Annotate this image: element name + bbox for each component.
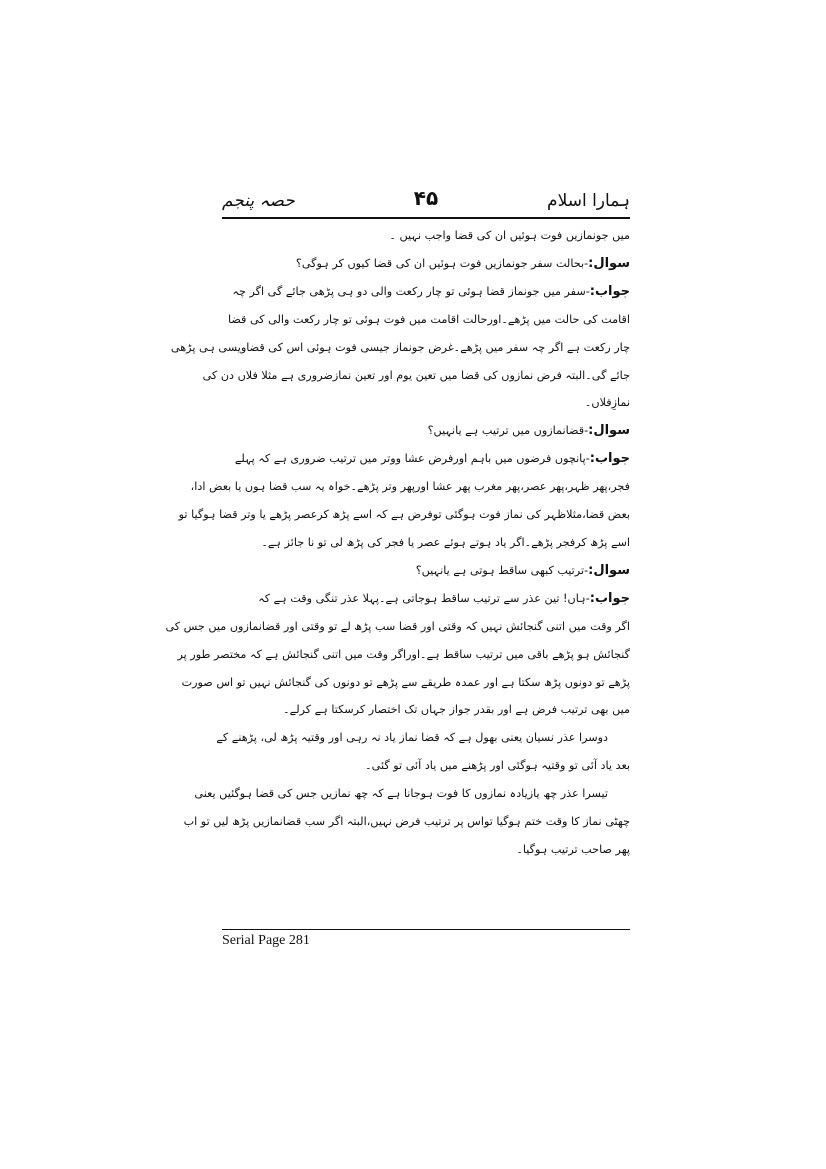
line-text: فجر،پھر ظہر،پھر عصر،پھر مغرب پھر عشا اورپھر وتر پڑھے۔خواہ یہ سب قضا ہوں یا بعض ادا، [190,480,630,494]
text-line [222,222,630,250]
text-line [170,334,630,362]
answer-label: جواب: [589,590,630,606]
text-line [216,724,630,752]
text-line [222,696,630,724]
question-label: سوال: [588,562,630,578]
line-text: اگر وقت میں اتنی گنجائش نہیں کہ وقتی اور قضا سب پڑھ لے تو وقتی اور قضانمازوں میں جس کی [165,619,630,633]
text-line [177,641,630,669]
text-line [202,362,630,390]
question-label: سوال: [588,423,630,439]
text-line [178,501,630,529]
text-line [165,613,630,641]
text-line [222,250,630,278]
line-text: -ترتیب کبھی ساقط ہوتی ہے یانہیں؟ [415,563,589,577]
text-line [222,529,630,557]
text-line [222,445,630,473]
text-line [183,808,630,836]
text-line [194,780,630,808]
line-text: -پانچوں فرضوں میں باہم اورفرض عشا ووتر میں ترتیب ضروری ہے کہ پہلے [234,452,590,466]
line-text: بعض قضا،مثلاظہر کی نماز فوت ہوگئی توفرض ہے کہ اسے پڑھ کرعصر پڑھے یا وتر قضا ہوگیا تو [178,508,630,522]
page-header [222,188,630,216]
text-line [222,389,630,417]
line-text: -سفر میں جونماز قضا ہوئی تو چار رکعت والی دو ہی پڑھی جائے گی اگر چہ [232,284,590,298]
page-number: ۴۵ [413,186,439,210]
line-text: پھر صاحب ترتیب ہوگیا۔ [516,842,630,856]
line-text: میں جونمازیں فوت ہوئیں ان کی قضا واجب نہیں ۔ [389,229,630,242]
line-text: بعد یاد آئی تو وقتیہ ہوگئی اور پڑھنے میں یاد آئی تو گئی۔ [365,759,630,773]
line-text: -بحالت سفر جونمازیں فوت ہوئیں ان کی قضا کیوں کر ہوگی؟ [295,256,589,270]
text-line [222,585,630,613]
line-text: میں بھی ترتیب فرض ہے اور بقدر جواز جہاں تک اختصار کرسکتا ہے کرلے۔ [283,703,630,717]
footer-rule [222,929,630,930]
text-line [190,473,630,501]
line-text: پڑھے تو دونوں پڑھ سکتا ہے اور عمدہ طریقے سے پڑھے تو دونوں کی گنجائش نہیں تو اس صورت [181,675,630,689]
line-text: تیسرا عذر چھ یازیادہ نمازوں کا فوت ہوجانا ہے کہ چھ نمازیں جس کی قضا ہوگئیں یعنی [194,787,608,801]
question-label: سوال: [588,255,630,271]
line-text: دوسرا عذر نسیان یعنی بھول ہے کہ قضا نماز یاد نہ رہی اور وقتیہ پڑھ لی، پڑھنے کے [216,731,608,745]
text-line [222,752,630,780]
line-text: نمازِفلاں۔ [584,396,630,410]
header-rule [222,217,630,219]
text-line [222,417,630,445]
line-text: -قضانمازوں میں ترتیب ہے یانہیں؟ [427,424,589,438]
line-text: -ہاں! تین عذر سے ترتیب ساقط ہوجاتی ہے۔پہلا عذر تنگی وقت ہے کہ [258,591,590,605]
serial-page-footer: Serial Page 281 [222,933,310,948]
line-text: گنجائش ہو پڑھے باقی میں ترتیب ساقط ہے۔اوراگر وقت میں اتنی گنجائش ہے کہ مختصر طور پر [177,647,630,661]
page-body [165,222,630,864]
section-label: حصہ پنجم [222,191,295,211]
line-text: اسے پڑھ کرفجر پڑھے۔اگر یاد ہوتے ہوئے عصر یا فجر کی پڑھ لی تو نا جائز ہے۔ [261,535,630,549]
text-line [222,278,630,306]
text-line [222,557,630,585]
line-text: جائے گی۔البتہ فرض نمازوں کی قضا میں تعین یوم اور تعین نمازضروری ہے مثلا فلاں دن کی [202,368,630,382]
answer-label: جواب: [589,283,630,299]
book-title: ہمارا اسلام [547,191,630,211]
text-line [181,669,630,697]
line-text: چار رکعت ہے اگر چہ سفر میں پڑھے۔غرض جونماز جیسی فوت ہوئی اس کی قضاویسی ہی پڑھی [170,340,630,354]
book-page [165,186,630,958]
line-text: اقامت کی حالت میں پڑھے۔اورحالت اقامت میں فوت ہوئی تو چار رکعت والی کی قضا [227,312,630,326]
answer-label: جواب: [589,451,630,467]
text-line [222,306,630,334]
text-line [222,836,630,864]
line-text: چھٹی نماز کا وقت ختم ہوگیا تواس پر ترتیب فرض نہیں،البتہ اگر سب قضانمازیں پڑھ لیں تو اب [183,815,630,829]
